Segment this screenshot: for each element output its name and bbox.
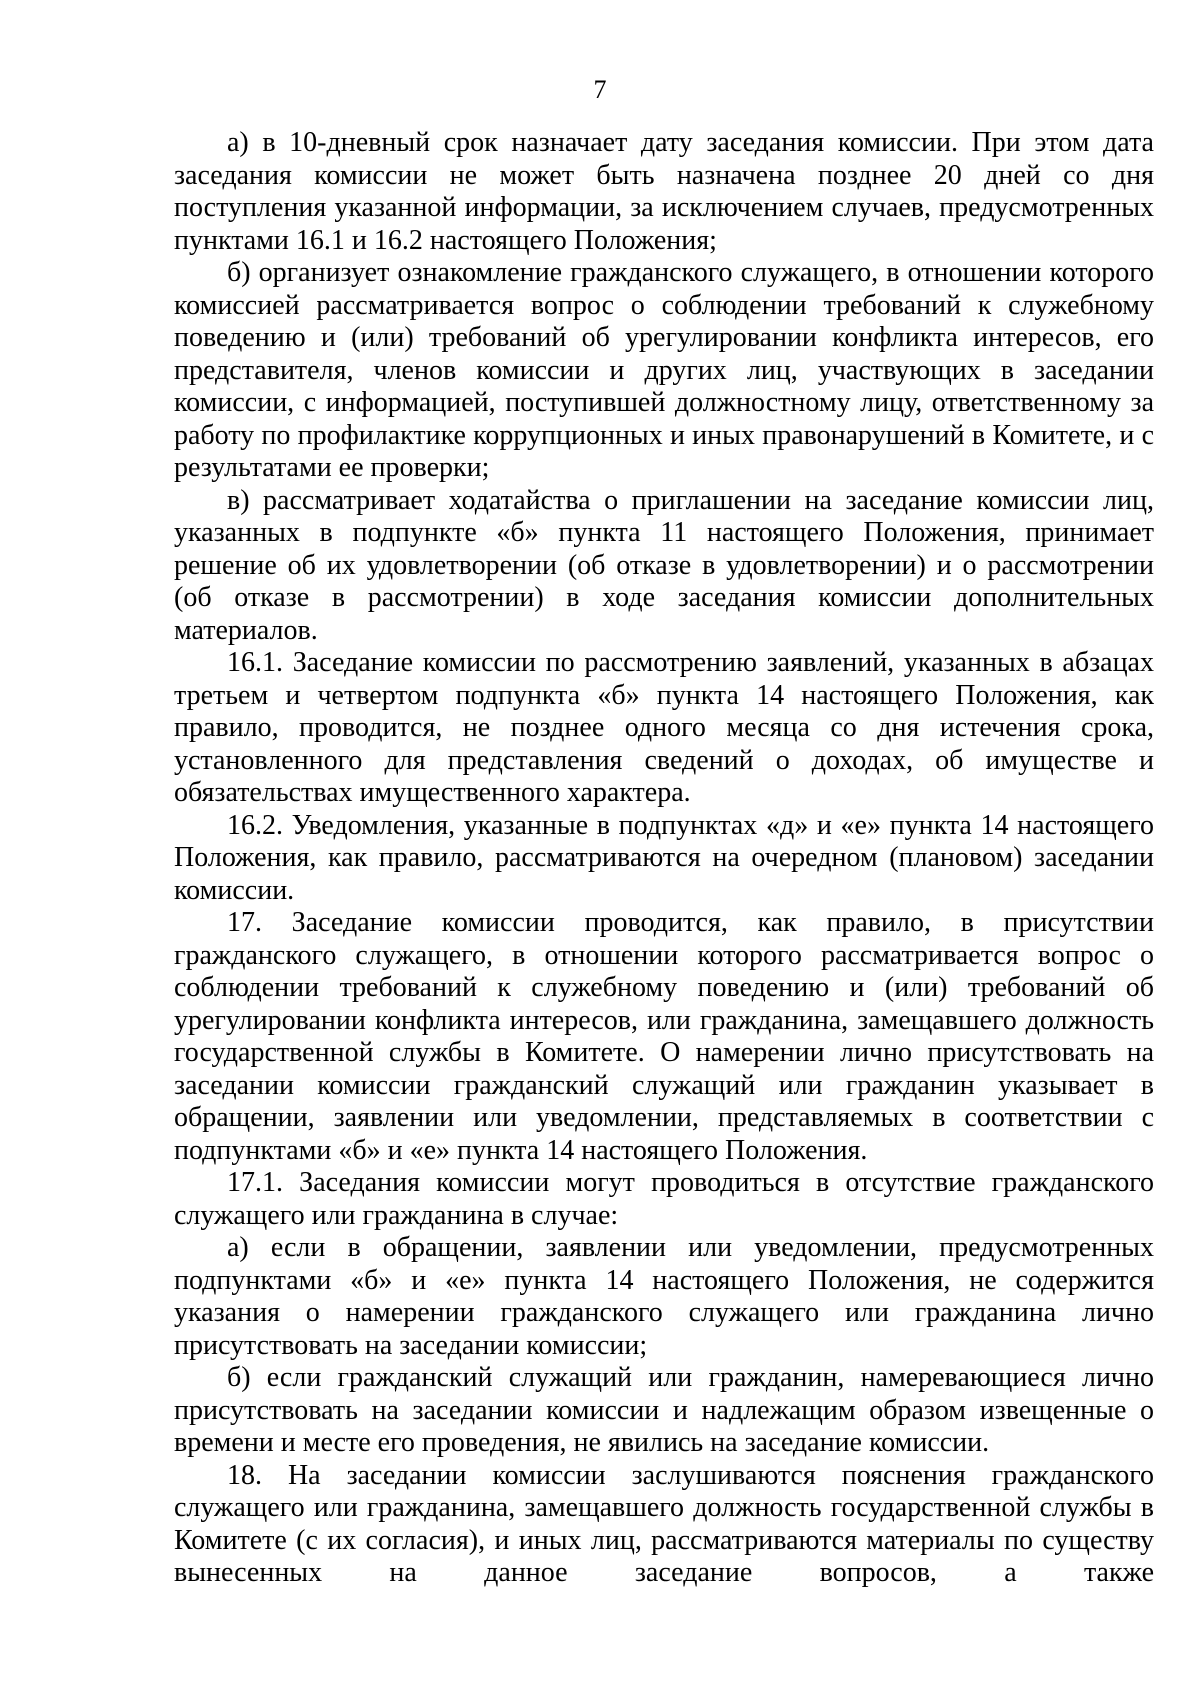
paragraph-17-1-a: а) если в обращении, заявлении или уведомлении, предусмотренных подпунктами «б» и «е» пункта 14 настоящего Положения, не содержится указания о намерении гражданского служащего или гражданина лично присутствовать на заседании комиссии;	[174, 1232, 1154, 1361]
paragraph-17-1: 17.1. Заседания комиссии могут проводиться в отсутствие гражданского служащего или гражданина в случае:	[174, 1167, 1154, 1231]
paragraph-16-b: б) организует ознакомление гражданского служащего, в отношении которого комиссией рассматривается вопрос о соблюдении требований к служебному поведению и (или) требований об урегулировании конфликта интересов, его представителя, членов комиссии и других лиц, участвующих в заседании комиссии, с информацией, поступившей должностному лицу, ответственному за работу по профилактике коррупционных и иных правонарушений в Комитете, и с результатами ее проверки;	[174, 257, 1154, 483]
paragraph-17: 17. Заседание комиссии проводится, как правило, в присутствии гражданского служащего, в отношении которого рассматривается вопрос о соблюдении требований к служебному поведению и (или) требований об урегулировании конфликта интересов, или гражданина, замещавшего должность государственной службы в Комитете. О намерении лично присутствовать на заседании комиссии гражданский служащий или гражданин указывает в обращении, заявлении или уведомлении, представляемых в соответствии с подпунктами «б» и «е» пункта 14 настоящего Положения.	[174, 907, 1154, 1166]
paragraph-18: 18. На заседании комиссии заслушиваются пояснения гражданского служащего или гражданина, замещавшего должность государственной службы в Комитете (с их согласия), и иных лиц, рассматриваются материалы по существу вынесенных на данное заседание вопросов, а также	[174, 1459, 1154, 1588]
paragraph-16-1: 16.1. Заседание комиссии по рассмотрению заявлений, указанных в абзацах третьем и четвертом подпункта «б» пункта 14 настоящего Положения, как правило, проводится, не позднее одного месяца со дня истечения срока, установленного для представления сведений о доходах, об имуществе и обязательствах имущественного характера.	[174, 647, 1154, 808]
paragraph-16-v: в) рассматривает ходатайства о приглашении на заседание комиссии лиц, указанных в подпункте «б» пункта 11 настоящего Положения, принимает решение об их удовлетворении (об отказе в удовлетворении) и о рассмотрении (об отказе в рассмотрении) в ходе заседания комиссии дополнительных материалов.	[174, 484, 1154, 646]
paragraph-16-2: 16.2. Уведомления, указанные в подпунктах «д» и «е» пункта 14 настоящего Положения, как правило, рассматриваются на очередном (плановом) заседании комиссии.	[174, 809, 1154, 906]
paragraph-16-a: а) в 10-дневный срок назначает дату заседания комиссии. При этом дата заседания комиссии не может быть назначена позднее 20 дней со дня поступления указанной информации, за исключением случаев, предусмотренных пунктами 16.1 и 16.2 настоящего Положения;	[174, 127, 1154, 256]
page-number: 7	[593, 75, 607, 104]
document-body	[174, 127, 1154, 1590]
paragraph-17-1-b: б) если гражданский служащий или гражданин, намеревающиеся лично присутствовать на заседании комиссии и надлежащим образом извещенные о времени и месте его проведения, не явились на заседание комиссии.	[174, 1362, 1154, 1458]
